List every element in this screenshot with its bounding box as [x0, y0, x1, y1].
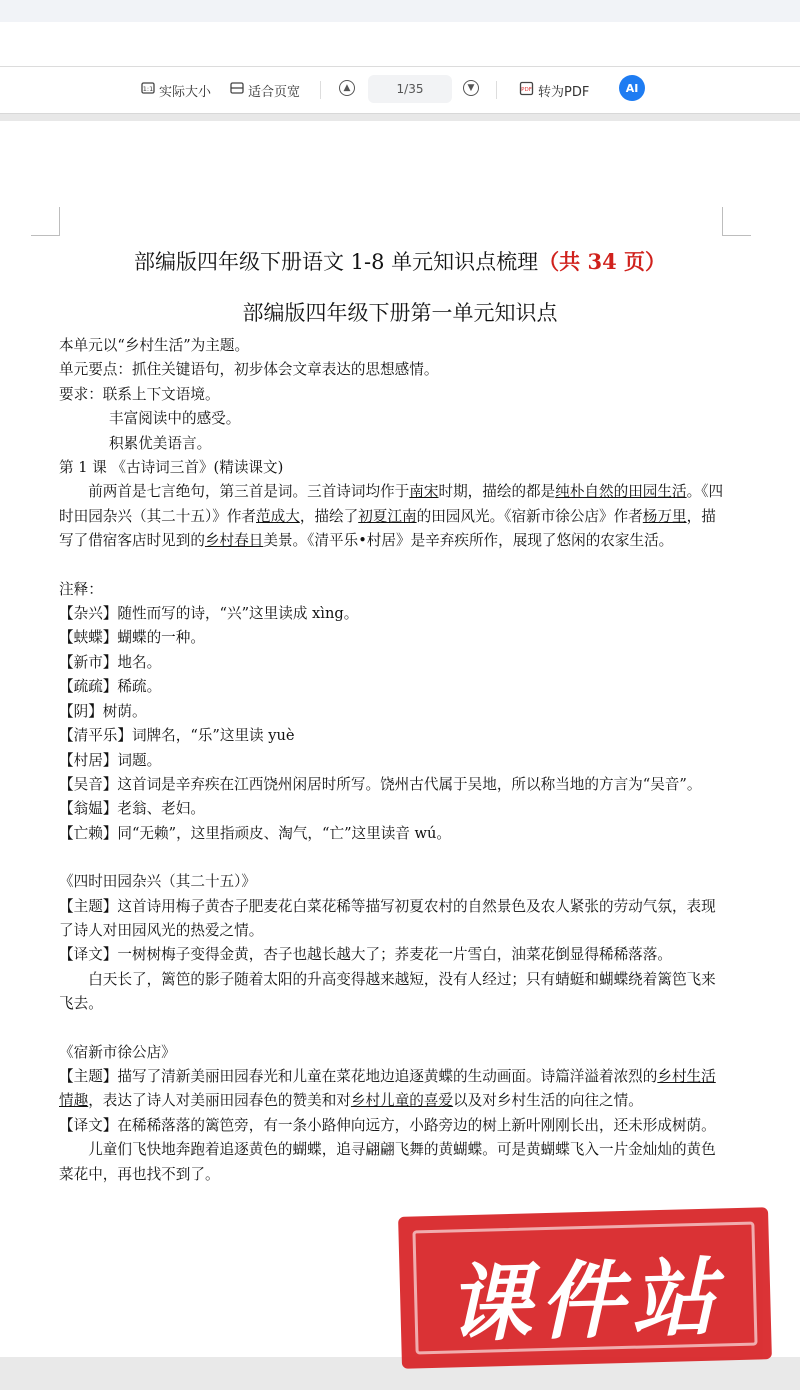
lesson-heading: 第 1 课 《古诗词三首》(精读课文): [59, 459, 284, 477]
note-item: 【阴】树荫。: [59, 702, 147, 720]
crop-mark-top-right: [722, 207, 751, 236]
poem-translation: 【译文】在稀稀落落的篱笆旁，有一条小路伸向远方，小路旁边的树上新叶刚刚长出，还未形成树荫。: [59, 1116, 716, 1134]
note-item: 【蛱蝶】蝴蝶的一种。: [59, 629, 205, 647]
page-indicator-text: 1/35: [396, 82, 424, 96]
note-item: 【清平乐】词牌名，“乐”这里读 yuè: [59, 727, 295, 745]
header-blank-area: [0, 22, 800, 67]
actual-size-label: 实际大小: [159, 84, 212, 100]
poem-theme: 【主题】这首诗用梅子黄杏子肥麦花白菜花稀等描写初夏农村的自然景色及农人紧张的劳动气氛，表现了诗人对田园风光的热爱之情。: [59, 897, 716, 939]
poem-translation: 【译文】一树树梅子变得金黄，杏子也越长越大了；荞麦花一片雪白，油菜花倒显得稀稀落落。: [59, 946, 672, 964]
convert-pdf-button[interactable]: [519, 79, 589, 101]
note-item: 【吴音】这首词是辛弃疾在江西饶州闲居时所写。饶州古代属于吴地，所以称当地的方言为“吴音”。: [59, 775, 702, 793]
note-item: 【杂兴】随性而写的诗，“兴”这里读成 xìng。: [59, 605, 359, 623]
viewer-bottom-gutter: [0, 1357, 800, 1390]
fit-width-label: 适合页宽: [248, 84, 301, 100]
notes-heading: 注释：: [59, 580, 103, 598]
document-page: [0, 121, 800, 1357]
poem-translation: 白天长了，篱笆的影子随着太阳的升高变得越来越短，没有人经过；只有蜻蜓和蝴蝶绕着篱笆飞来飞去。: [59, 970, 716, 1013]
fit-width-button[interactable]: [230, 79, 300, 101]
note-item: 【村居】词题。: [59, 751, 162, 769]
toolbar-divider: [320, 81, 321, 99]
convert-pdf-label: 转为PDF: [538, 84, 590, 100]
watermark-stamp: [398, 1207, 772, 1369]
poem-theme: 【主题】描写了清新美丽田园春光和儿童在菜花地边追逐黄蝶的生动画面。诗篇洋溢着浓烈的乡村生活情趣，表达了诗人对美丽田园春色的赞美和对乡村儿童的喜爱以及对乡村生活的向往之情。: [59, 1067, 716, 1110]
poem-title: 《宿新市徐公店》: [59, 1043, 176, 1061]
svg-text:1:1: 1:1: [142, 85, 154, 93]
crop-mark-top-left: [31, 207, 60, 236]
ai-assistant-button[interactable]: [619, 75, 645, 101]
intro-paragraph: 前两首是七言绝句，第三首是词。三首诗词均作于南宋时期，描绘的都是纯朴自然的田园生活。《四时田园杂兴（其二十五）》作者范成大，描绘了初夏江南的田园风光。《宿新市徐公店》作者杨万里，描写了借宿客店时见到的乡村春日美景。《清平乐•村居》是辛弃疾所作，展现了悠闲的农家生活。: [59, 483, 724, 550]
note-item: 【疏疏】稀疏。: [59, 678, 162, 696]
note-item: 【亡赖】同“无赖”，这里指顽皮、淘气，“亡”这里读音 wú。: [59, 824, 452, 842]
ai-icon: AI: [625, 81, 639, 95]
text-line: 积累优美语言。: [109, 434, 212, 452]
text-line: 丰富阅读中的感受。: [109, 410, 241, 428]
note-item: 【翁媪】老翁、老妇。: [59, 800, 205, 818]
poem-translation: 儿童们飞快地奔跑着追逐黄色的蝴蝶，追寻翩翩飞舞的黄蝴蝶。可是黄蝴蝶飞入一片金灿灿的黄色菜花中，再也找不到了。: [59, 1141, 716, 1183]
pdf-icon: [519, 81, 534, 100]
actual-size-button[interactable]: [141, 79, 211, 101]
viewer-toolbar: [0, 67, 800, 114]
text-line: 要求：联系上下文语境。: [59, 385, 220, 403]
text-line: 本单元以“乡村生活”为主题。: [59, 337, 250, 354]
actual-size-icon: [141, 81, 155, 99]
toolbar-divider: [496, 81, 497, 99]
fit-width-icon: [230, 81, 244, 99]
page-indicator-field[interactable]: [368, 75, 452, 103]
next-page-icon[interactable]: ▼: [463, 80, 479, 96]
note-item: 【新市】地名。: [59, 653, 162, 671]
text-line: 单元要点：抓住关键语句，初步体会文章表达的思想感情。: [59, 361, 439, 379]
document-title: [0, 246, 800, 276]
unit-heading: 部编版四年级下册第一单元知识点: [242, 301, 558, 325]
watermark-text: 课件站: [446, 1248, 725, 1354]
svg-text:PDF: PDF: [521, 86, 532, 93]
document-body: [59, 334, 725, 1187]
poem-title: 《四时田园杂兴（其二十五）》: [59, 873, 257, 891]
title-page-count: （共 34 页）: [538, 249, 667, 274]
title-main: 部编版四年级下册语文 1-8 单元知识点梳理: [133, 250, 539, 274]
browser-top-strip: [0, 0, 800, 22]
prev-page-icon[interactable]: ▲: [339, 80, 355, 96]
